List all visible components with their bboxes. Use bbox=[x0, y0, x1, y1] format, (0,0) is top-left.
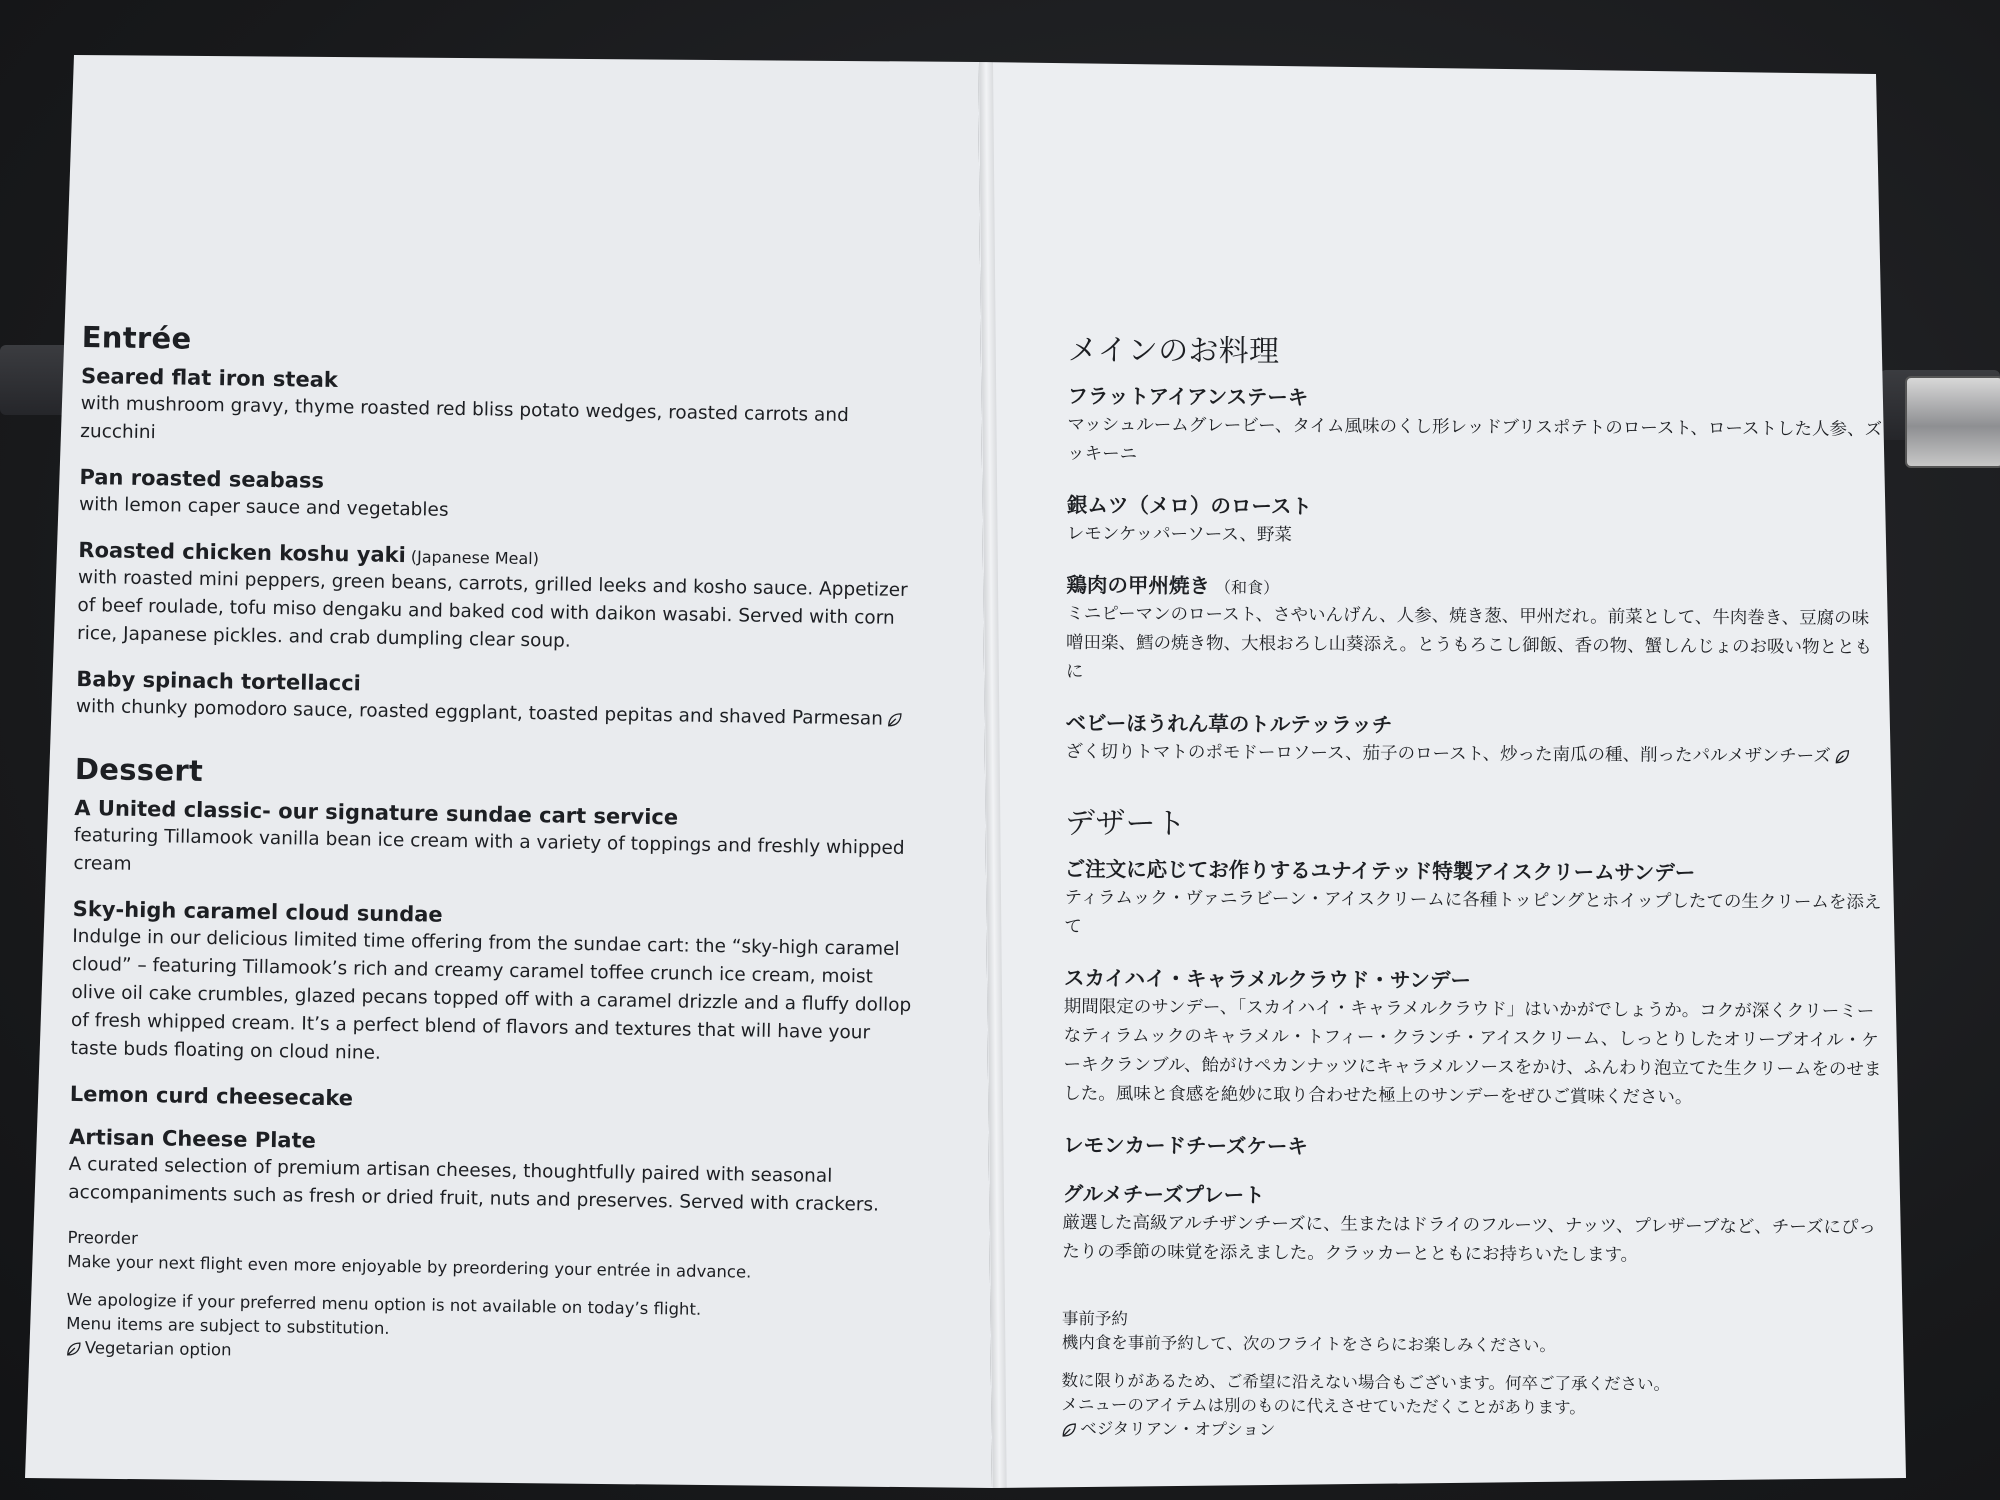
menu-item bbox=[1065, 706, 1885, 772]
menu-item-description-text: レモンケッパーソース、野菜 bbox=[1066, 523, 1293, 546]
leaf-icon bbox=[887, 712, 903, 728]
menu-item-description-text: マッシュルームグレービー、タイム風味のくし形レッドブリスポテトのロースト、ローストした人参、ズッキーニ bbox=[1067, 414, 1883, 465]
menu-item-description bbox=[1063, 993, 1884, 1114]
substitution-text: Menu items are subject to substitution. bbox=[66, 1313, 390, 1338]
menu-item bbox=[73, 796, 914, 891]
menu-item bbox=[76, 667, 917, 734]
menu-item-title: スカイハイ・キャラメルクラウド・サンデー bbox=[1063, 965, 1472, 993]
menu-item-title: 銀ムツ（メロ）のロースト bbox=[1066, 492, 1312, 519]
apology-text: We apologize if your preferred menu option is not available on today’s flight. bbox=[66, 1289, 702, 1319]
menu-item-title: フラットアイアンステーキ bbox=[1067, 383, 1309, 410]
menu-item-description bbox=[1066, 600, 1887, 692]
dessert-list bbox=[68, 796, 914, 1220]
menu-item bbox=[77, 538, 919, 661]
menu-item-description-text: with roasted mini peppers, green beans, carrots, grilled leeks and kosho sauce. Appetizer of beef roulade, tofu miso dengaku and baked cod with daikon wasabi. Served with corn rice, Japanese pickles. and crab dumpling clear soup. bbox=[76, 566, 908, 652]
menu-item bbox=[68, 1125, 909, 1220]
menu-item bbox=[80, 364, 921, 459]
menu-item-description bbox=[80, 390, 921, 459]
menu-item bbox=[1067, 488, 1887, 554]
menu-item-description bbox=[77, 564, 918, 661]
menu-item-description bbox=[70, 923, 912, 1076]
menu-item-description-text: featuring Tillamook vanilla bean ice cream with a variety of toppings and freshly whipped cream bbox=[73, 824, 905, 875]
menu-item-description bbox=[1062, 1209, 1882, 1272]
menu-item bbox=[1063, 961, 1884, 1114]
menu-item-description bbox=[1065, 738, 1885, 772]
menu-item bbox=[1064, 852, 1885, 947]
menu-item-description bbox=[1064, 884, 1884, 947]
menu-item-title: A United classic- our signature sundae cart service bbox=[74, 795, 679, 830]
menu-item bbox=[1063, 1128, 1883, 1163]
menu-item bbox=[1066, 568, 1887, 692]
menu-item-description-text: Indulge in our delicious limited time offering from the sundae cart: the “sky-high caramel cloud” – featuring Tillamook’s rich and creamy caramel toffee crunch ice cream, moist olive oil cake crumbles, glazed pecans topped off with a caramel drizzle and a fluffy dollop of fresh whipped cream. It’s a perfect blend of flavors and textures that will have your taste buds floating on cloud nine. bbox=[70, 925, 912, 1064]
menu-notes bbox=[66, 1226, 908, 1373]
menu-item-title: 鶏肉の甲州焼き bbox=[1066, 572, 1210, 598]
menu-item-description bbox=[1067, 520, 1887, 554]
menu-item-title: Sky-high caramel cloud sundae bbox=[72, 896, 443, 927]
menu-item-description-text: ざく切りトマトのポモドーロソース、茄子のロースト、炒った南瓜の種、削ったパルメザンチーズ bbox=[1065, 741, 1831, 767]
menu-item-title: Lemon curd cheesecake bbox=[69, 1081, 354, 1111]
japanese-menu bbox=[1061, 325, 1888, 1460]
menu-item-description-text: ティラムック・ヴァニラビーン・アイスクリームに各種トッピングとホイップしたての生クリームを添えて bbox=[1064, 887, 1882, 938]
entree-list bbox=[76, 364, 922, 734]
menu-notes-jp bbox=[1061, 1307, 1882, 1446]
menu-item-title: Artisan Cheese Plate bbox=[68, 1124, 317, 1153]
menu-item-description bbox=[68, 1151, 909, 1220]
menu-item-title: ベビーほうれん草のトルテッラッチ bbox=[1065, 710, 1393, 737]
menu-item-title: グルメチーズプレート bbox=[1062, 1181, 1265, 1208]
vegetarian-legend: Vegetarian option bbox=[84, 1338, 232, 1360]
menu-item-name bbox=[1066, 568, 1886, 603]
preorder-text-jp: 機内食を事前予約して、次のフライトをさらにお楽しみください。 bbox=[1061, 1332, 1557, 1355]
preorder-heading-jp: 事前予約 bbox=[1061, 1308, 1128, 1329]
menu-item-title: Roasted chicken koshu yaki bbox=[78, 537, 406, 568]
menu-item-description-text: with mushroom gravy, thyme roasted red bliss potato wedges, roasted carrots and zucchini bbox=[80, 392, 849, 444]
menu-item-title: ご注文に応じてお作りするユナイテッド特製アイスクリームサンデー bbox=[1064, 856, 1696, 885]
menu-item-title: Baby spinach tortellacci bbox=[76, 666, 362, 696]
menu-item-title: レモンカードチーズケーキ bbox=[1062, 1132, 1309, 1159]
menu-item-name bbox=[1063, 1177, 1883, 1212]
apology-text-jp: 数に限りがあるため、ご希望に沿えない場合もございます。何卒ご了承ください。 bbox=[1061, 1370, 1671, 1394]
entree-title-jp: メインのお料理 bbox=[1067, 332, 1280, 370]
preorder-heading: Preorder bbox=[67, 1227, 138, 1248]
entree-title: Entrée bbox=[81, 320, 192, 356]
dessert-list-jp bbox=[1062, 852, 1885, 1272]
menu-item-description-text: with chunky pomodoro sauce, roasted eggplant, toasted pepitas and shaved Parmesan bbox=[75, 695, 884, 730]
menu-item-description-text: 厳選した高級アルチザンチーズに、生またはドライのフルーツ、ナッツ、プレザーブなど、チーズにぴったりの季節の味覚を添えました。クラッカーとともにお持ちいたします。 bbox=[1062, 1212, 1876, 1266]
leaf-icon bbox=[66, 1340, 82, 1356]
menu-item-title: Pan roasted seabass bbox=[79, 464, 325, 493]
menu-item-description-text: A curated selection of premium artisan cheeses, thoughtfully paired with seasonal accompaniments such as fresh or dried fruit, nuts and preserves. Served with crackers. bbox=[68, 1153, 880, 1216]
menu-item-name bbox=[1063, 1128, 1883, 1163]
menu-item-description-text: 期間限定のサンデー、「スカイハイ・キャラメルクラウド」はいかがでしょうか。コクが深くクリーミーなティラムックのキャラメル・トフィー・クランチ・アイスクリーム、しっとりしたオリーブオイル・ケーキクランブル、飴がけペカンナッツにキャラメルソースをかけ、ふんわり泡立てた生クリームをのせました。風味と食感を絶妙に取り合わせた極上のサンデーをぜひご賞味ください。 bbox=[1063, 996, 1882, 1108]
entree-list-jp bbox=[1065, 379, 1887, 772]
leaf-icon bbox=[1835, 749, 1851, 765]
menu-item-name bbox=[70, 1082, 910, 1119]
menu-item bbox=[1062, 1177, 1883, 1272]
menu-item-description bbox=[1067, 411, 1887, 474]
preorder-text: Make your next flight even more enjoyable by preordering your entrée in advance. bbox=[67, 1251, 752, 1282]
menu-item-tag: （和食） bbox=[1209, 577, 1280, 598]
menu-item-description bbox=[73, 822, 914, 891]
menu-item-name bbox=[1064, 961, 1884, 996]
menu-item-description-text: with lemon caper sauce and vegetables bbox=[78, 493, 449, 521]
menu-item-title: Seared flat iron steak bbox=[80, 363, 339, 393]
substitution-text-jp: メニューのアイテムは別のものに代えさせていただくことがあります。 bbox=[1061, 1394, 1586, 1418]
menu-item-tag: (Japanese Meal) bbox=[405, 547, 540, 569]
menu-item bbox=[70, 1082, 910, 1119]
menu-item bbox=[79, 465, 920, 532]
menu-item bbox=[1067, 379, 1888, 474]
dessert-title: Dessert bbox=[74, 751, 204, 788]
english-menu bbox=[65, 320, 921, 1387]
menu-item-name bbox=[1067, 379, 1887, 414]
menu-item-description-text: ミニピーマンのロースト、さやいんげん、人参、焼き葱、甲州だれ。前菜として、牛肉巻き、豆腐の味噌田楽、鱈の焼き物、大根おろし山葵添え。とうもろこし御飯、香の物、蟹しんじょのお吸い物とともに bbox=[1065, 603, 1873, 683]
leaf-icon bbox=[1061, 1421, 1077, 1437]
menu-item bbox=[70, 897, 913, 1076]
vegetarian-legend-jp: ベジタリアン・オプション bbox=[1080, 1419, 1276, 1440]
dessert-title-jp: デザート bbox=[1064, 805, 1187, 842]
menu-item-name bbox=[1067, 488, 1887, 523]
menu-item-name bbox=[1065, 852, 1885, 887]
menu-item-name bbox=[1065, 706, 1885, 741]
